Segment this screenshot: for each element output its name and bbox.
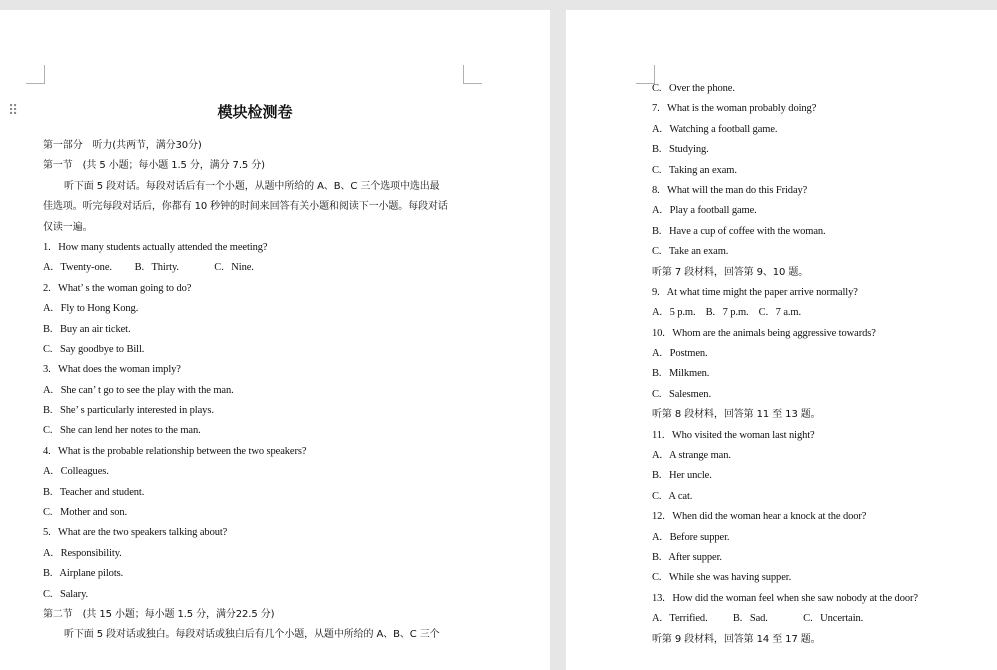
- text-line: B. Airplane pilots.: [43, 568, 124, 580]
- text-line: A. Responsibility.: [43, 547, 122, 559]
- text-line: A. 5 p.m. B. 7 p.m. C. 7 a.m.: [652, 307, 802, 319]
- text-line: 3. What does the woman imply?: [43, 364, 181, 376]
- text-line: C. Mother and son.: [43, 507, 128, 519]
- text-line: 5. What are the two speakers talking about?: [43, 527, 228, 539]
- text-line: C. She can lend her notes to the man.: [43, 425, 201, 437]
- text-line: A. Watching a football game.: [652, 123, 778, 135]
- text-line: C. Salary.: [43, 588, 89, 600]
- text-line: 听第 8 段材料，回答第 11 至 13 题。: [652, 409, 821, 421]
- text-line: C. Taking an exam.: [652, 164, 737, 176]
- text-line: A. A strange man.: [652, 450, 731, 462]
- text-line: B. Teacher and student.: [43, 486, 145, 498]
- text-line: 12. When did the woman hear a knock at the door?: [652, 511, 867, 523]
- text-line: A. Fly to Hong Kong.: [43, 303, 139, 315]
- document-page-left: [0, 10, 550, 670]
- text-line: 听下面 5 段对话。每段对话后有一个小题，从题中所给的 A、B、C 三个选项中选出最: [64, 180, 440, 192]
- text-line: B. Studying.: [652, 144, 709, 156]
- text-line: A. Play a football game.: [652, 205, 757, 217]
- crop-mark-top-left: [26, 65, 45, 84]
- text-line: 第一部分 听力(共两节，满分30分): [43, 140, 202, 151]
- left-page-text: [43, 136, 473, 646]
- text-line: B. Buy an air ticket.: [43, 323, 131, 335]
- text-line: B. Her uncle.: [652, 470, 712, 482]
- document-page-right: [566, 10, 997, 670]
- text-line: C. Over the phone.: [652, 83, 735, 94]
- text-line: A. Colleagues.: [43, 466, 109, 478]
- document-title: 模块检测卷: [217, 103, 293, 121]
- text-line: 2. What’ s the woman going to do?: [43, 282, 192, 294]
- text-line: 13. How did the woman feel when she saw nobody at the door?: [652, 592, 918, 604]
- text-line: 听第 9 段材料，回答第 14 至 17 题。: [652, 633, 821, 645]
- text-line: 第二节 (共 15 小题；每小题 1.5 分，满分22.5 分): [43, 608, 275, 620]
- text-line: C. Take an exam.: [652, 246, 729, 258]
- text-line: A. She can’ t go to see the play with the man.: [43, 384, 234, 396]
- right-page-text: [652, 79, 982, 650]
- text-line: B. Milkmen.: [652, 368, 710, 380]
- text-line: 4. What is the probable relationship between the two speakers?: [43, 445, 307, 457]
- text-line: C. A cat.: [652, 490, 693, 502]
- text-line: 10. Whom are the animals being aggressive towards?: [652, 327, 876, 339]
- text-line: 第一节 (共 5 小题；每小题 1.5 分，满分 7.5 分): [43, 160, 265, 172]
- text-line: B. Have a cup of coffee with the woman.: [652, 225, 826, 237]
- text-line: C. While she was having supper.: [652, 572, 792, 584]
- text-line: B. After supper.: [652, 551, 722, 563]
- text-line: 佳选项。听完每段对话后，你都有 10 秒钟的时间来回答有关小题和阅读下一小题。每段对话: [43, 201, 448, 213]
- text-line: 听下面 5 段对话或独白。每段对话或独白后有几个小题，从题中所给的 A、B、C 三个: [64, 629, 440, 641]
- text-line: 1. How many students actually attended the meeting?: [43, 241, 268, 253]
- text-line: A. Postmen.: [652, 348, 708, 360]
- text-line: C. Say goodbye to Bill.: [43, 343, 145, 355]
- crop-mark-top-right: [463, 65, 482, 84]
- text-line: 听第 7 段材料，回答第 9、10 题。: [652, 266, 809, 278]
- text-line: B. She’ s particularly interested in plays.: [43, 405, 214, 417]
- drag-handle-icon[interactable]: ⠿: [8, 103, 17, 119]
- text-line: 11. Who visited the woman last night?: [652, 429, 815, 441]
- text-line: A. Before supper.: [652, 531, 730, 543]
- text-line: C. Salesmen.: [652, 388, 711, 400]
- text-line: 仅读一遍。: [43, 221, 93, 233]
- text-line: 9. At what time might the paper arrive normally?: [652, 286, 858, 298]
- text-line: A. Twenty-one. B. Thirty. C. Nine.: [43, 262, 254, 274]
- text-line: 7. What is the woman probably doing?: [652, 103, 817, 115]
- text-line: 8. What will the man do this Friday?: [652, 184, 808, 196]
- text-line: A. Terrified. B. Sad. C. Uncertain.: [652, 613, 864, 625]
